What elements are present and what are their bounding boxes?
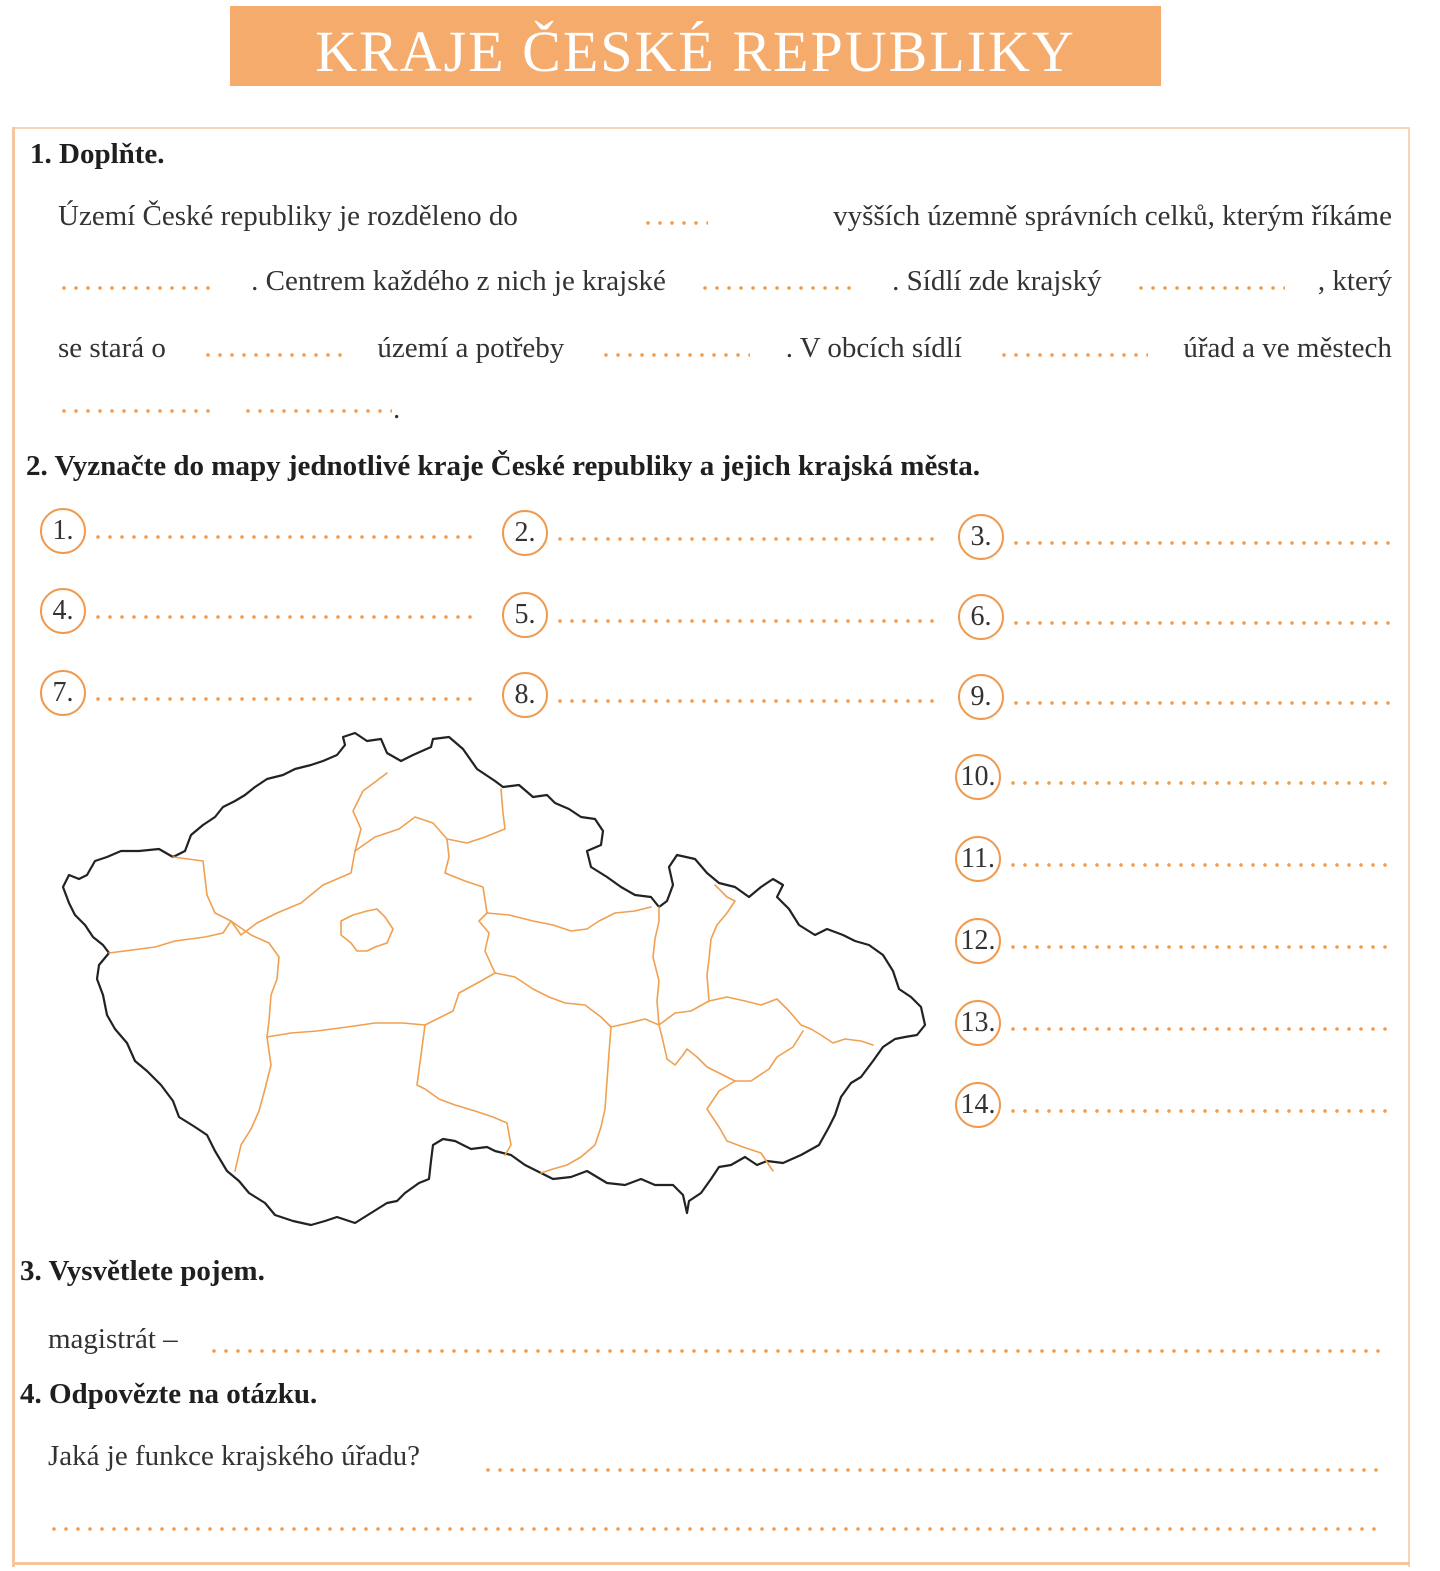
- region-answer-field[interactable]: [1010, 541, 1390, 547]
- country-border: [63, 733, 925, 1225]
- region-answer-field[interactable]: [1010, 621, 1390, 627]
- region-answer-field[interactable]: [554, 699, 937, 705]
- term-answer-field[interactable]: [208, 1348, 1380, 1354]
- prague-border: [341, 909, 393, 951]
- task1-text: . V obcích sídlí: [785, 332, 962, 364]
- czech-regions-map[interactable]: [55, 725, 935, 1235]
- blank-field[interactable]: [58, 408, 210, 414]
- region-row-3: [958, 514, 1390, 560]
- region-number: 7.: [40, 670, 86, 716]
- task1-text: . Centrem každého z nich je krajské: [251, 265, 666, 297]
- question-answer-field[interactable]: [482, 1467, 1380, 1473]
- frame-top-border: [12, 127, 1410, 129]
- region-answer-field[interactable]: [554, 619, 937, 625]
- region-row-9: [958, 674, 1390, 720]
- blank-field[interactable]: [642, 221, 708, 225]
- region-answer-field[interactable]: [92, 535, 477, 541]
- frame-left-border: [12, 127, 15, 1567]
- region-answer-field[interactable]: [1007, 1027, 1389, 1033]
- region-answer-field[interactable]: [554, 537, 937, 543]
- region-row-1: [40, 508, 477, 554]
- frame-right-border: [1408, 127, 1410, 1567]
- task1-text: .: [393, 393, 401, 425]
- region-number: 13.: [955, 1000, 1001, 1046]
- question-answer-field-2[interactable]: [48, 1526, 1380, 1532]
- task1-line-3: [58, 332, 1392, 365]
- task1-text: vyšších územně správních celků, kterým říkáme: [833, 200, 1392, 232]
- region-borders: [109, 773, 873, 1173]
- blank-field[interactable]: [242, 408, 392, 414]
- region-number: 9.: [958, 674, 1004, 720]
- region-number: 4.: [40, 588, 86, 634]
- region-row-8: [502, 672, 937, 718]
- task1-text: se stará o: [58, 332, 166, 364]
- task1-text: území a potřeby: [377, 332, 565, 364]
- region-row-6: [958, 594, 1390, 640]
- region-answer-field[interactable]: [92, 697, 477, 703]
- region-answer-field[interactable]: [1007, 863, 1389, 869]
- region-answer-field[interactable]: [1007, 781, 1389, 787]
- region-row-4: [40, 588, 477, 634]
- region-number: 2.: [502, 510, 548, 556]
- task3-heading: 3. Vysvětlete pojem.: [20, 1255, 265, 1287]
- region-number: 12.: [955, 918, 1001, 964]
- blank-field[interactable]: [202, 353, 342, 357]
- title-banner: [230, 6, 1161, 86]
- region-row-5: [502, 592, 937, 638]
- region-row-11: [955, 836, 1389, 882]
- task1-text: Území České republiky je rozděleno do: [58, 200, 518, 232]
- region-number: 11.: [955, 836, 1001, 882]
- region-row-10: [955, 754, 1389, 800]
- task1-text: . Sídlí zde krajský: [892, 265, 1102, 297]
- region-row-12: [955, 918, 1389, 964]
- region-row-2: [502, 510, 937, 556]
- task1-text: , který: [1317, 265, 1392, 297]
- task1-heading: 1. Doplňte.: [30, 138, 165, 170]
- term-label: magistrát –: [48, 1323, 178, 1355]
- region-number: 3.: [958, 514, 1004, 560]
- blank-field[interactable]: [600, 353, 750, 357]
- blank-field[interactable]: [1135, 286, 1285, 290]
- frame-bottom-border: [12, 1562, 1410, 1565]
- task1-line-1: [58, 200, 1392, 233]
- task1-text: úřad a ve městech: [1183, 332, 1392, 364]
- task4-heading: 4. Odpovězte na otázku.: [20, 1378, 318, 1410]
- region-answer-field[interactable]: [1007, 945, 1389, 951]
- region-number: 6.: [958, 594, 1004, 640]
- task1-line-2: [58, 265, 1392, 298]
- region-row-7: [40, 670, 477, 716]
- question-label: Jaká je funkce krajského úřadu?: [48, 1440, 421, 1472]
- task2-heading: 2. Vyznačte do mapy jednotlivé kraje České republiky a jejich krajská města.: [26, 450, 981, 482]
- blank-field[interactable]: [58, 286, 218, 290]
- region-number: 1.: [40, 508, 86, 554]
- region-row-14: [955, 1082, 1389, 1128]
- page-title: KRAJE ČESKÉ REPUBLIKY: [315, 19, 1076, 84]
- region-row-13: [955, 1000, 1389, 1046]
- region-answer-field[interactable]: [1010, 701, 1390, 707]
- region-answer-field[interactable]: [92, 615, 477, 621]
- region-number: 10.: [955, 754, 1001, 800]
- region-number: 8.: [502, 672, 548, 718]
- blank-field[interactable]: [699, 286, 859, 290]
- region-number: 14.: [955, 1082, 1001, 1128]
- region-number: 5.: [502, 592, 548, 638]
- region-answer-field[interactable]: [1007, 1109, 1389, 1115]
- blank-field[interactable]: [998, 353, 1148, 357]
